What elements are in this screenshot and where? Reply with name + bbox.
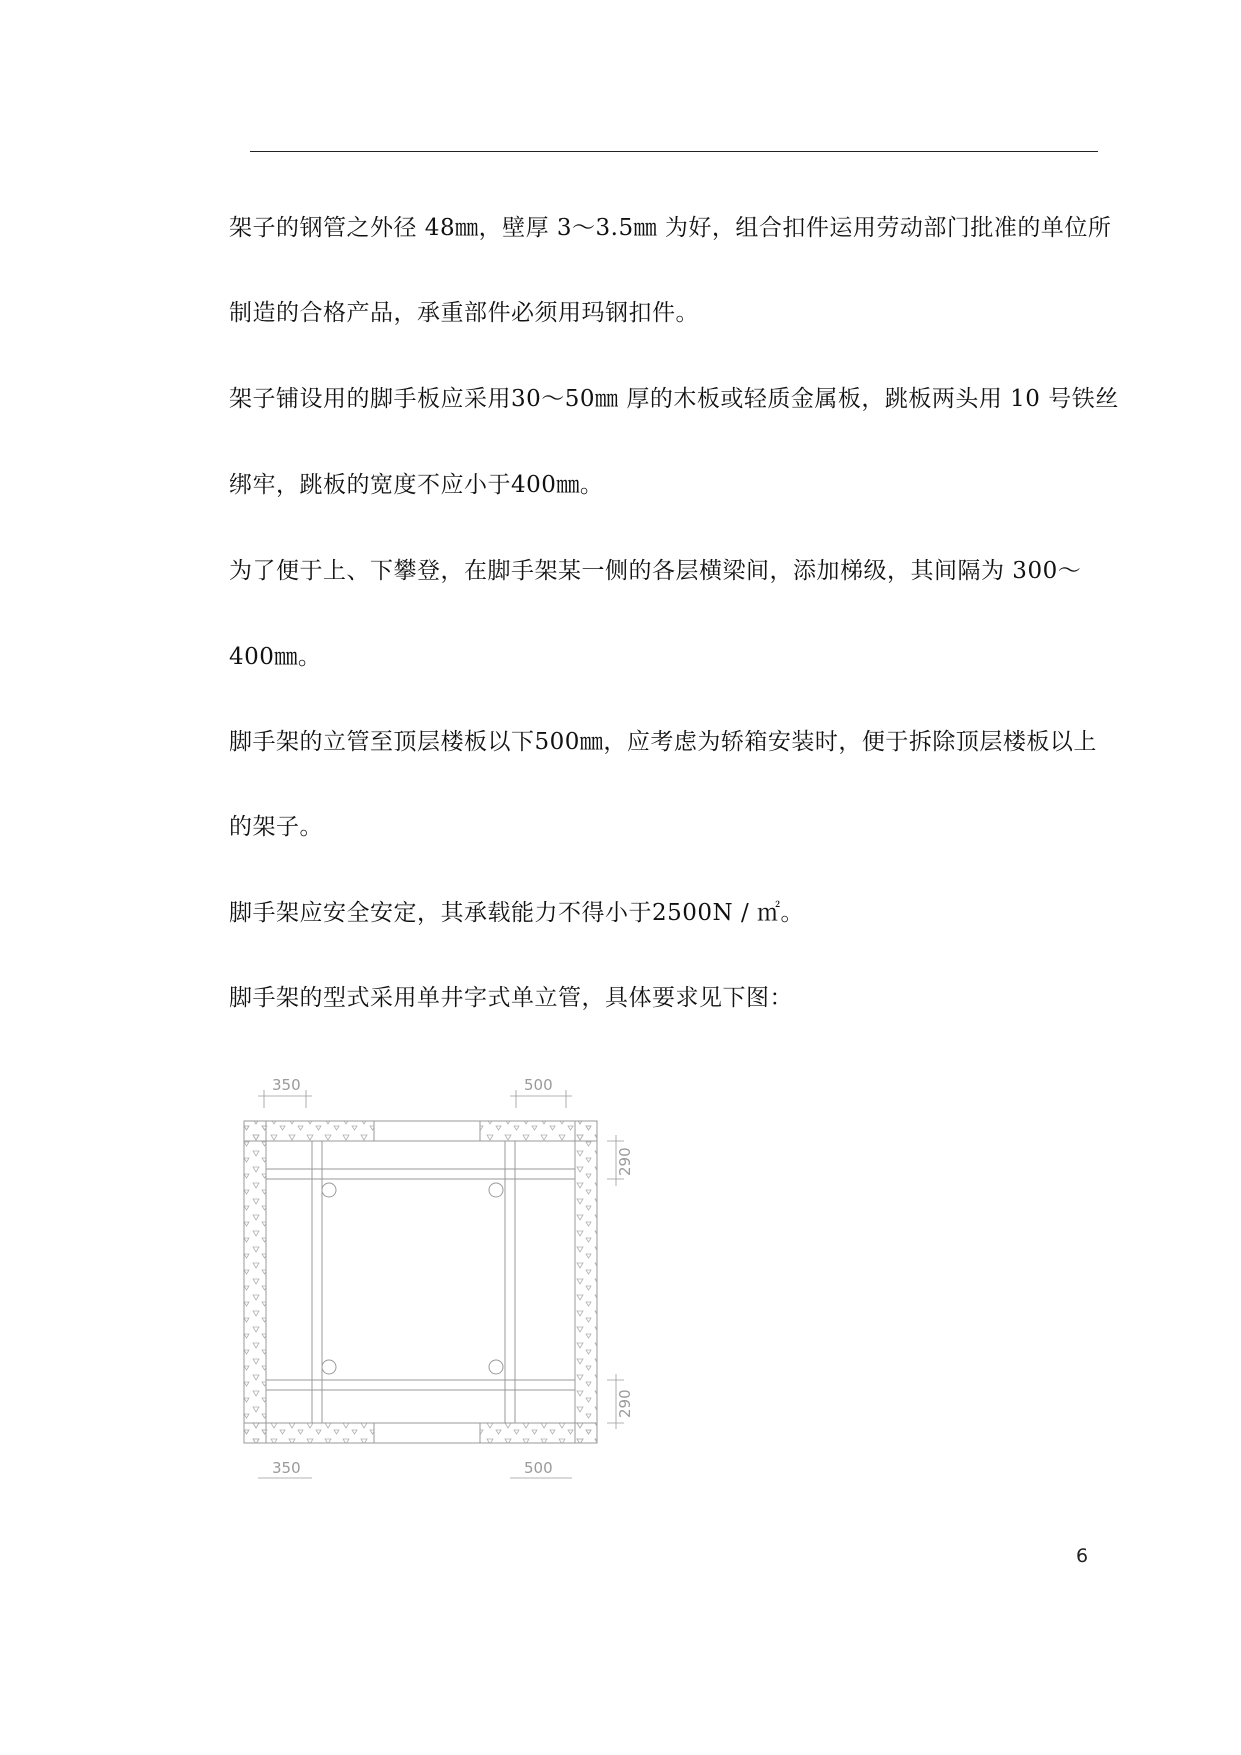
paragraph-8: 的架子。	[229, 814, 323, 840]
dim-top-right-label: 500	[524, 1076, 553, 1094]
paragraph-5: 为了便于上、下攀登，在脚手架某一侧的各层横梁间，添加梯级，其间隔为 300～	[229, 558, 1082, 584]
dim-bottom-left-label: 350	[272, 1459, 301, 1477]
scaffold-plan-drawing	[232, 1068, 652, 1513]
dimension-lines	[258, 1090, 624, 1478]
paragraph-9: 脚手架应安全安定，其承载能力不得小于2500N / ㎡。	[229, 900, 805, 926]
dim-top-left-label: 350	[272, 1076, 301, 1094]
paragraph-3: 架子铺设用的脚手板应采用30～50㎜ 厚的木板或轻质金属板，跳板两头用 10 号铁丝	[229, 386, 1119, 412]
dim-right-top-label: 290	[616, 1147, 634, 1176]
standpipe-circles	[322, 1183, 503, 1374]
paragraph-6: 400㎜。	[229, 644, 322, 670]
paragraph-10: 脚手架的型式采用单井字式单立管，具体要求见下图：	[229, 985, 793, 1011]
dim-right-bottom-label: 290	[616, 1389, 634, 1418]
paragraph-2: 制造的合格产品，承重部件必须用玛钢扣件。	[229, 300, 699, 326]
scaffold-tubes	[266, 1141, 575, 1423]
header-rule	[250, 151, 1098, 152]
dim-bottom-right-label: 500	[524, 1459, 553, 1477]
paragraph-7: 脚手架的立管至顶层楼板以下500㎜，应考虑为轿箱安装时，便于拆除顶层楼板以上	[229, 729, 1097, 755]
page-number: 6	[1076, 1545, 1089, 1567]
paragraph-4: 绑牢，跳板的宽度不应小于400㎜。	[229, 472, 604, 498]
paragraph-1: 架子的钢管之外径 48㎜，壁厚 3～3.5㎜ 为好，组合扣件运用劳动部门批准的单位所	[229, 215, 1112, 241]
